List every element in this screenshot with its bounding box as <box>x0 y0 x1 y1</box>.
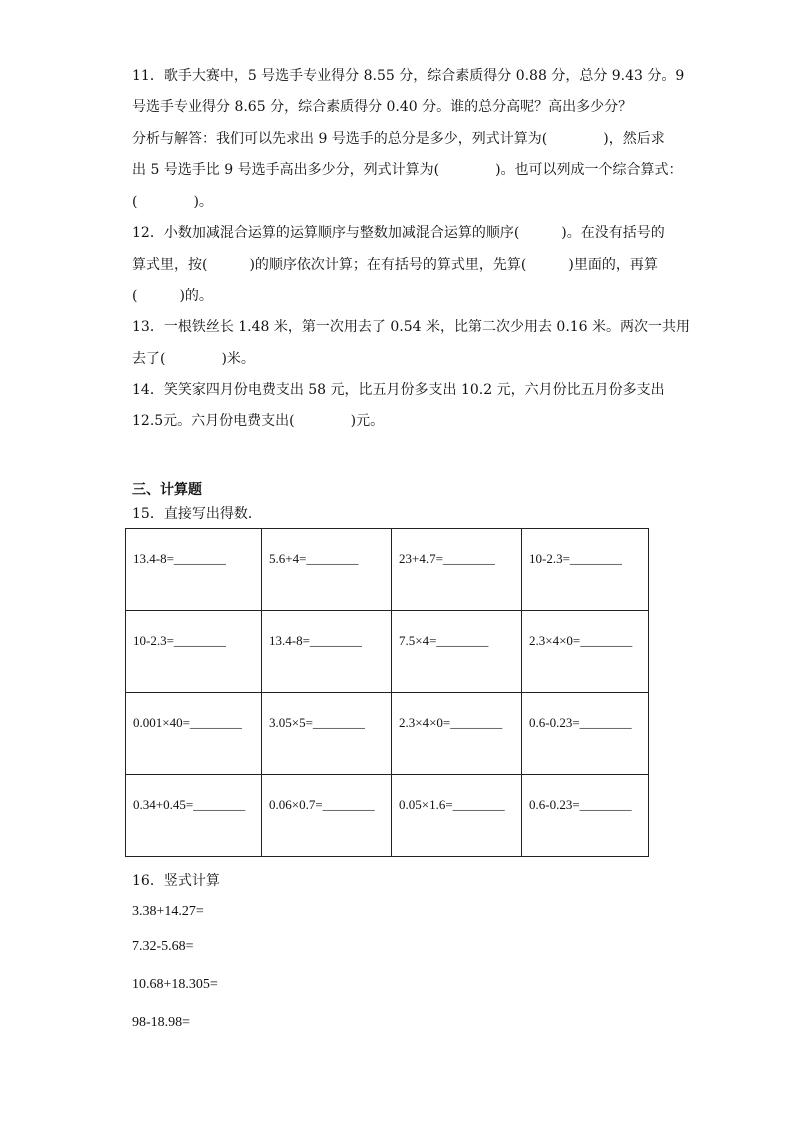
table-cell: 0.6-0.23=________ <box>522 693 649 775</box>
table-cell: 23+4.7=________ <box>392 529 522 611</box>
table-cell: 0.001×40=________ <box>126 693 262 775</box>
table-cell: 7.5×4=________ <box>392 611 522 693</box>
q11-line-5: ( )。 <box>132 194 213 210</box>
table-cell: 2.3×4×0=________ <box>392 693 522 775</box>
q11-line-4: 出 5 号选手比 9 号选手高出多少分，列式计算为( )。也可以列成一个综合算式： <box>132 162 683 178</box>
q12-line-3: ( )的。 <box>132 288 213 304</box>
q15-title: 15．直接写出得数． <box>132 506 262 522</box>
q14-line-2: 12.5元。六月份电费支出( )元。 <box>132 413 385 429</box>
q13-line-2: 去了( )米。 <box>132 351 255 367</box>
q13-line-1: 13．一根铁丝长 1.48 米，第一次用去了 0.54 米，比第二次少用去 0.16 米。两次一共用 <box>132 319 691 335</box>
section-title: 三、计算题 <box>132 482 202 498</box>
table-cell: 5.6+4=________ <box>262 529 392 611</box>
table-cell: 0.34+0.45=________ <box>126 775 262 857</box>
q16-item-1: 3.38+14.27= <box>132 904 204 919</box>
table-cell: 0.6-0.23=________ <box>522 775 649 857</box>
table-cell: 13.4-8=________ <box>126 529 262 611</box>
q16-item-2: 7.32-5.68= <box>132 939 194 954</box>
q14-line-1: 14．笑笑家四月份电费支出 58 元，比五月份多支出 10.2 元，六月份比五月份多支出 <box>132 382 665 398</box>
q16-item-3: 10.68+18.305= <box>132 977 218 992</box>
table-row <box>126 775 649 857</box>
q12-line-1: 12．小数加减混合运算的运算顺序与整数加减混合运算的顺序( )。在没有括号的 <box>132 225 665 241</box>
table-cell: 13.4-8=________ <box>262 611 392 693</box>
table-cell: 0.05×1.6=________ <box>392 775 522 857</box>
table-cell: 3.05×5=________ <box>262 693 392 775</box>
q16-title: 16．竖式计算 <box>132 873 220 889</box>
table-cell: 2.3×4×0=________ <box>522 611 649 693</box>
calc-table <box>125 528 649 857</box>
q12-line-2: 算式里，按( )的顺序依次计算；在有括号的算式里，先算( )里面的，再算 <box>132 257 658 273</box>
table-cell: 10-2.3=________ <box>522 529 649 611</box>
table-row <box>126 529 649 611</box>
table-cell: 10-2.3=________ <box>126 611 262 693</box>
table-row <box>126 693 649 775</box>
q11-line-2: 号选手专业得分 8.65 分，综合素质得分 0.40 分。谁的总分高呢？高出多少分？ <box>132 99 633 115</box>
q11-line-3: 分析与解答：我们可以先求出 9 号选手的总分是多少，列式计算为( )，然后求 <box>132 131 665 147</box>
table-row <box>126 611 649 693</box>
table-cell: 0.06×0.7=________ <box>262 775 392 857</box>
q16-item-4: 98-18.98= <box>132 1015 191 1030</box>
q11-line-1: 11．歌手大赛中，5 号选手专业得分 8.55 分，综合素质得分 0.88 分，总分 9.43 分。9 <box>132 68 685 84</box>
